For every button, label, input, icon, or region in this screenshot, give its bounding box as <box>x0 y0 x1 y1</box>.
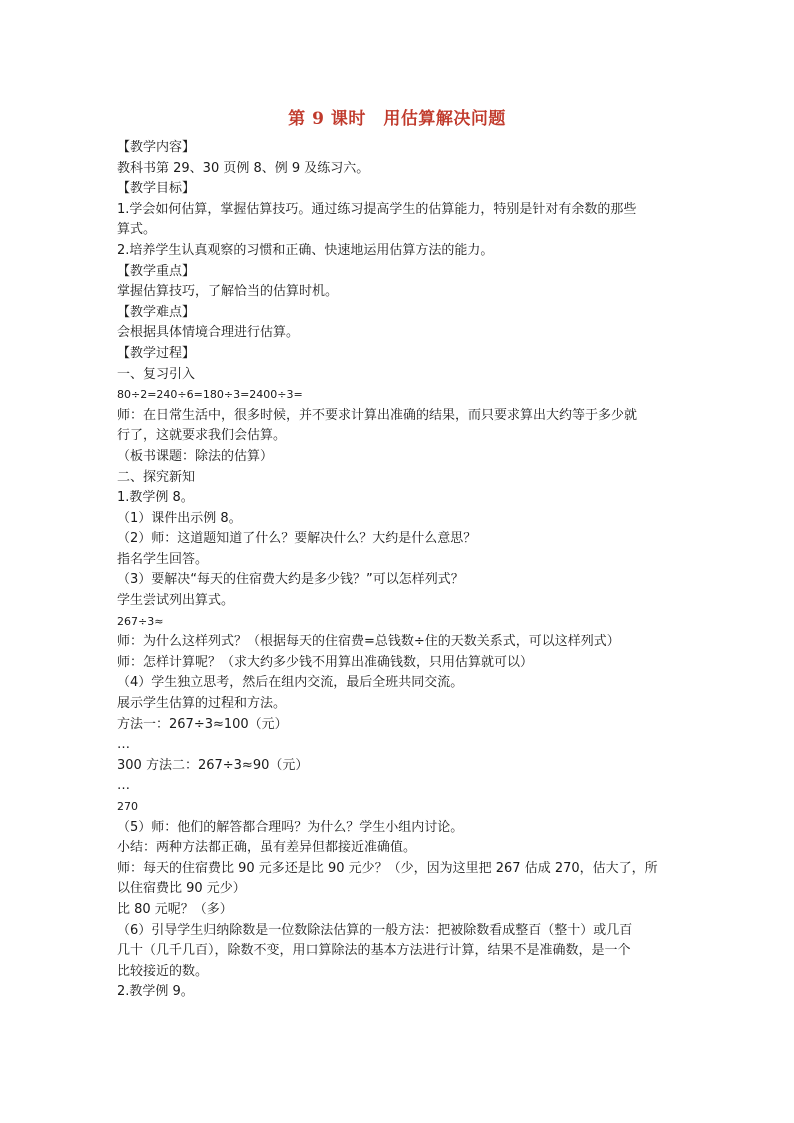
math-line: 80÷2=240÷6=180÷3=2400÷3= <box>117 388 303 402</box>
text-line: 比 80 元呢？（多） <box>117 901 233 917</box>
text-line: 师：在日常生活中，很多时候，并不要求计算出准确的结果，而只要求算出大约等于多少就 <box>117 407 638 423</box>
subheading-review: 一、复习引入 <box>117 366 196 382</box>
text-line: 1.教学例 8。 <box>117 490 194 506</box>
text-line: （2）师：这道题知道了什么？要解决什么？大约是什么意思？ <box>117 531 477 547</box>
document-body <box>117 138 687 1003</box>
text-line: 2.培养学生认真观察的习惯和正确、快速地运用估算方法的能力。 <box>117 242 494 258</box>
text-line: 师：怎样计算呢？（求大约多少钱不用算出准确钱数，只用估算就可以） <box>117 654 534 670</box>
subheading-explore: 二、探究新知 <box>117 469 196 485</box>
text-line: （6）引导学生归纳除数是一位数除法估算的一般方法：把被除数看成整百（整十）或几百 <box>117 922 633 938</box>
text-line: 师：每天的住宿费比 90 元多还是比 90 元少？（少，因为这里把 267 估成 270，估大了，所 <box>117 860 658 876</box>
text-line: （4）学生独立思考，然后在组内交流，最后全班共同交流。 <box>117 675 464 691</box>
text-line: 展示学生估算的过程和方法。 <box>117 696 287 712</box>
math-line: 267÷3≈ <box>117 614 164 628</box>
text-line: 算式。 <box>117 222 157 238</box>
text-line: 小结：两种方法都正确，虽有差异但都接近准确值。 <box>117 840 417 856</box>
section-heading-difficulties: 【教学难点】 <box>117 304 196 320</box>
text-line: 比较接近的数。 <box>117 963 209 979</box>
math-line: 270 <box>117 800 138 813</box>
ellipsis-line: … <box>117 778 130 794</box>
text-line: （1）课件出示例 8。 <box>117 510 242 526</box>
text-line: （5）师：他们的解答都合理吗？为什么？学生小组内讨论。 <box>117 819 464 835</box>
text-line: （3）要解决“每天的住宿费大约是多少钱？”可以怎样列式？ <box>117 572 464 588</box>
page-title: 第 9 课时 用估算解决问题 <box>288 109 506 129</box>
text-line: 几十（几千几百），除数不变，用口算除法的基本方法进行计算，结果不是准确数，是一个 <box>117 943 631 959</box>
text-line: 学生尝试列出算式。 <box>117 593 235 609</box>
text-line: 指名学生回答。 <box>117 551 209 567</box>
text-line: 行了，这就要求我们会估算。 <box>117 428 287 444</box>
text-line: 方法一：267÷3≈100（元） <box>117 716 288 732</box>
text-line: 以住宿费比 90 元少） <box>117 881 246 897</box>
text-line: 1.学会如何估算，掌握估算技巧。通过练习提高学生的估算能力，特别是针对有余数的那些 <box>117 201 637 217</box>
text-line: （板书课题：除法的估算） <box>117 448 274 464</box>
text-line: 300 方法二：267÷3≈90（元） <box>117 757 309 773</box>
text-line: 教科书第 29、30 页例 8、例 9 及练习六。 <box>117 160 370 176</box>
section-heading-goals: 【教学目标】 <box>117 181 196 197</box>
section-heading-key-points: 【教学重点】 <box>117 263 196 279</box>
section-heading-process: 【教学过程】 <box>117 345 196 361</box>
section-heading-content: 【教学内容】 <box>117 140 196 155</box>
text-line: 2.教学例 9。 <box>117 984 194 1000</box>
ellipsis-line: … <box>117 737 130 753</box>
text-line: 掌握估算技巧，了解恰当的估算时机。 <box>117 284 339 300</box>
text-line: 会根据具体情境合理进行估算。 <box>117 325 300 341</box>
text-line: 师：为什么这样列式？（根据每天的住宿费=总钱数÷住的天数关系式，可以这样列式） <box>117 634 620 650</box>
